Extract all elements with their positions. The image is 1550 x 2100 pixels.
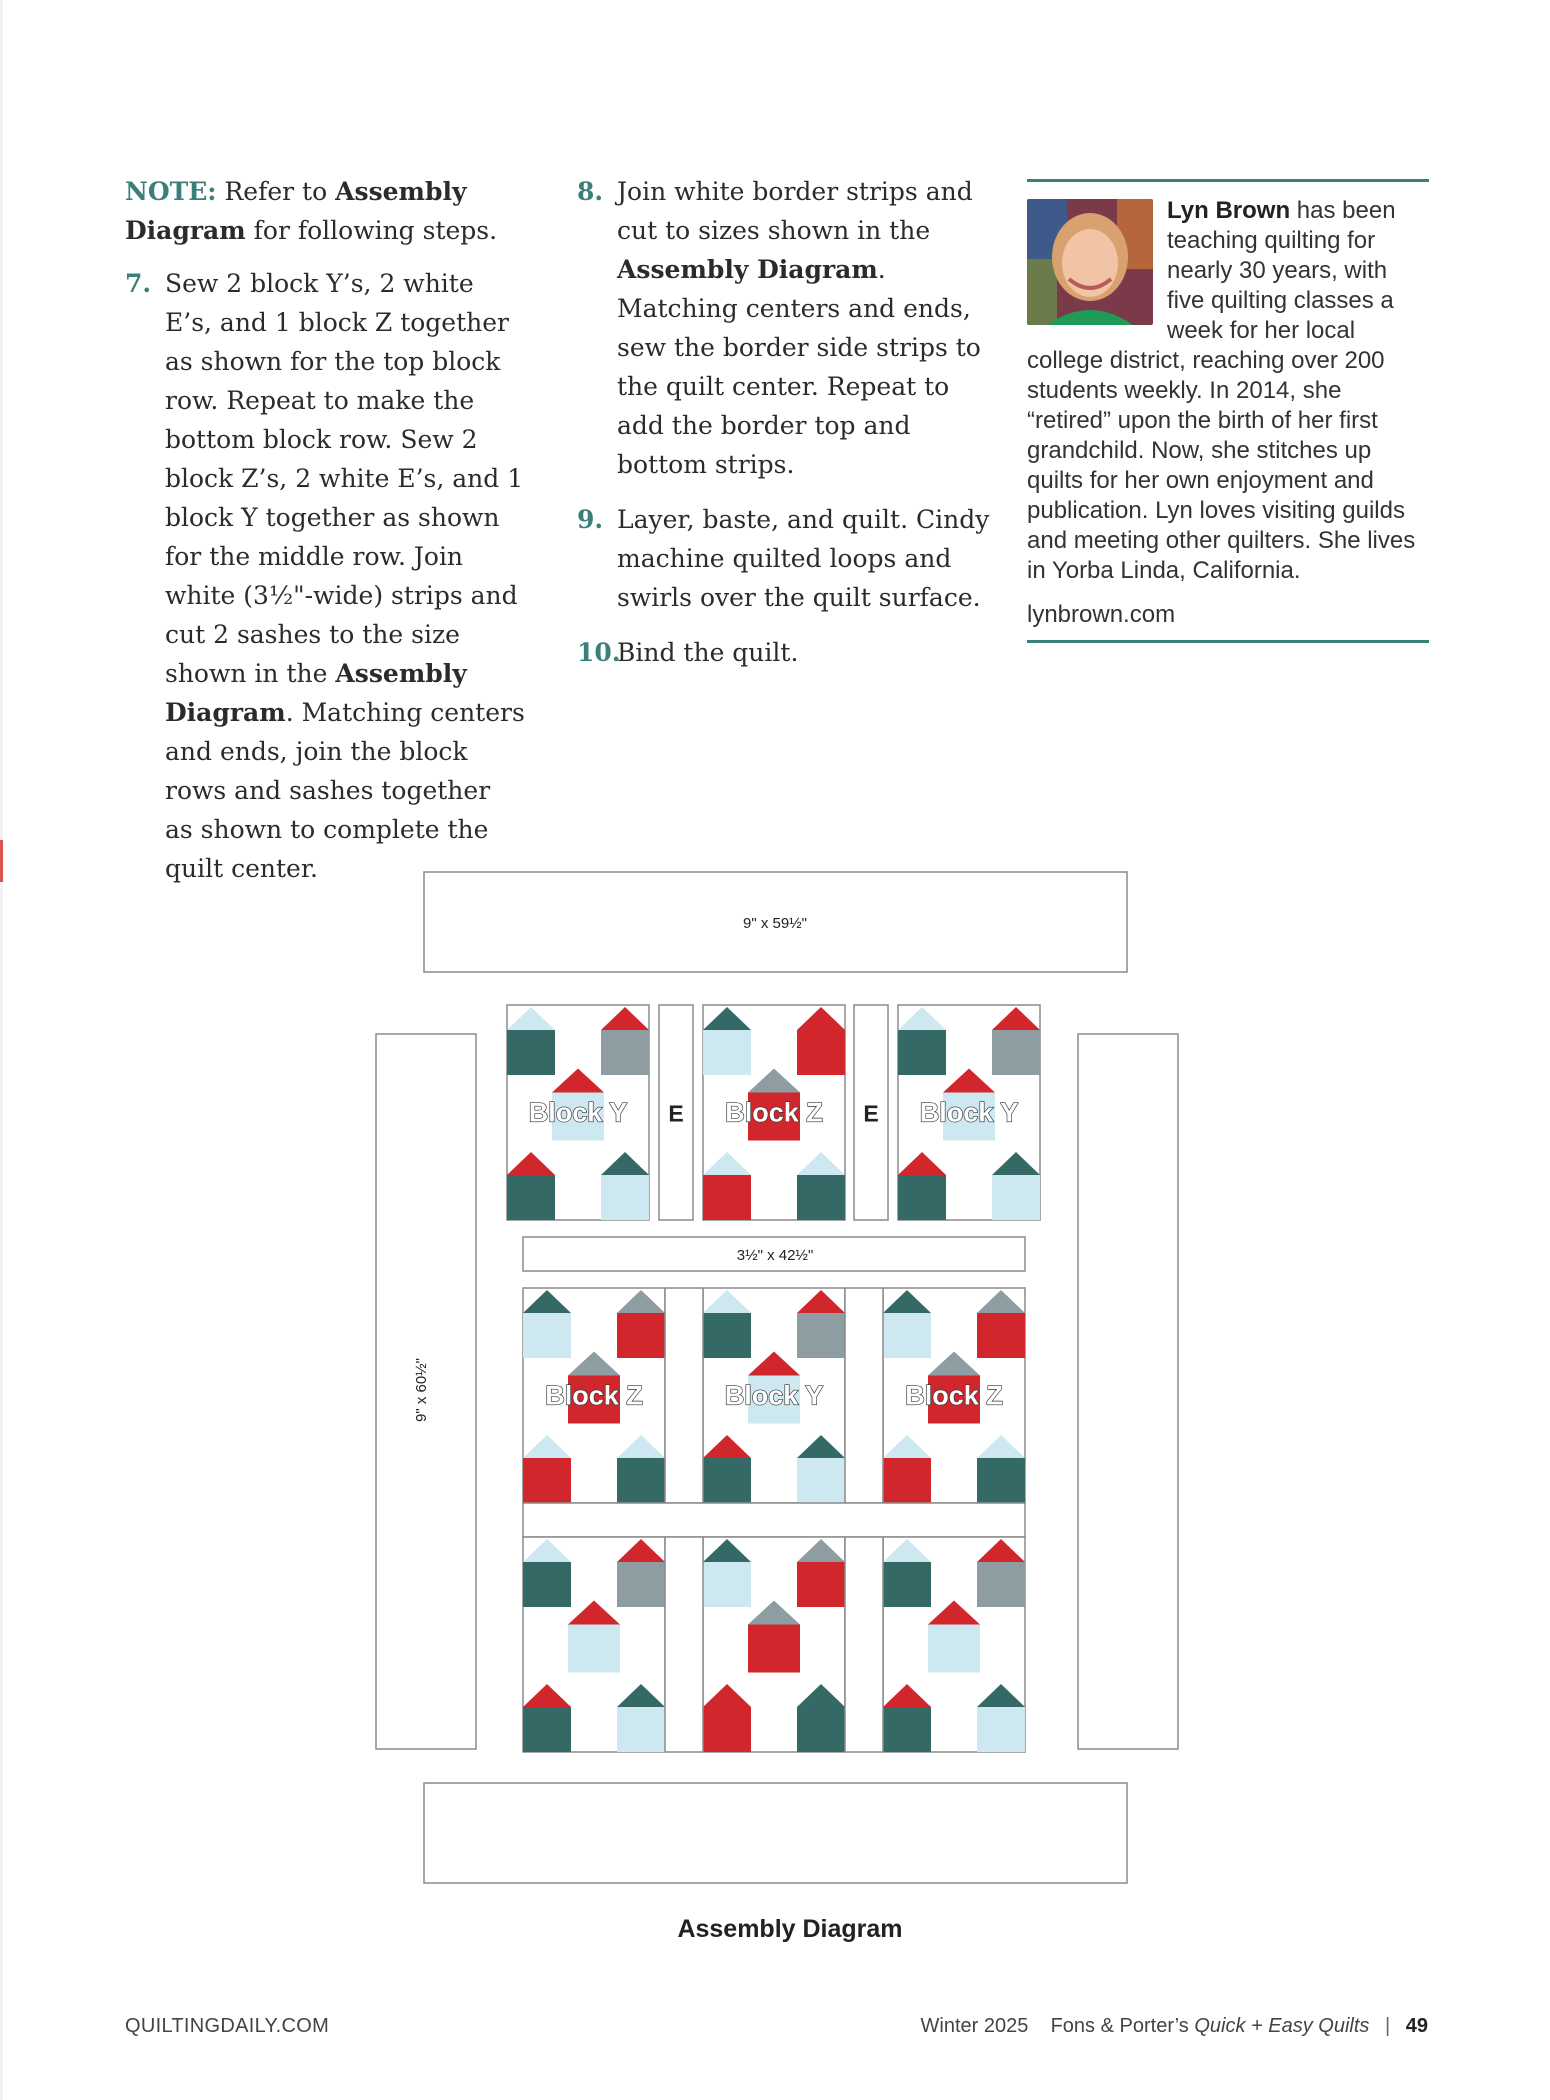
block-z-mid-2-house-2-body [977,1313,1025,1358]
step-7-text: Sew 2 block Y’s, 2 white E’s, and 1 block Z together as shown for the top block row. Repeat to make the bottom block row. Sew 2 block Z’s, 2 white E’s, and 1 block Y together as shown for the middle row. Join white (3½"-wide) strips and cut 2 sashes to the size shown in the [165,269,524,688]
step-8-number: 8. [577,177,604,206]
step-10-text: Bind the quilt. [617,638,799,667]
block-y-bottom-2-center-house-body [928,1625,980,1673]
block-z-mid-1-house-4-body [617,1458,665,1503]
step-7-text-end: . Matching centers and ends, join the block rows and sashes together as shown to complete the quilt center. [165,698,525,883]
author-photo [1027,199,1153,325]
block-z-mid-1-house-3-body [523,1458,571,1503]
block-z-top-house-3-body [703,1175,751,1220]
author-website-link[interactable]: lynbrown.com [1027,601,1176,628]
step-7-number: 7. [125,269,152,298]
e-strip-mid-1 [665,1288,703,1503]
block-z-mid-2-house-3-body [883,1458,931,1503]
assembly-diagram-svg [372,870,1208,1910]
block-y-bottom-2-house-3-body [883,1707,931,1752]
column-1 [125,172,525,904]
author-bio [1027,179,1429,630]
block-y-bottom-1-center-house-body [568,1625,620,1673]
block-z-bottom-house-1-body [703,1562,751,1607]
block-z-mid-1-label: Block Z [545,1380,643,1411]
e-strip-bottom-2 [845,1537,883,1752]
block-y-top-2-house-4-body [992,1175,1040,1220]
right-border-strip [1078,1034,1178,1749]
author-name: Lyn Brown [1167,197,1291,224]
step-9 [577,500,997,617]
footer-website: QUILTINGDAILY.COM [125,2015,330,2037]
footer-issue: Winter 2025 [920,2015,1029,2037]
e-strip-mid-2 [845,1288,883,1503]
block-z-top-house-1-body [703,1030,751,1075]
block-y-bottom-1-house-3-body [523,1707,571,1752]
step-8 [577,172,997,484]
block-y-top-2-house-3-body [898,1175,946,1220]
note-lead: NOTE: [125,177,217,206]
assembly-diagram [372,870,1208,1910]
block-y-top-1-house-1-body [507,1030,555,1075]
block-y-mid-house-2-body [797,1313,845,1358]
sash-label: 3½" x 42½" [736,1247,814,1264]
block-y-top-1-house-4-body [601,1175,649,1220]
bio-bottom-rule [1027,640,1429,643]
step-7-bold: Assembly Diagram [165,659,467,727]
block-y-mid-house-3-body [703,1458,751,1503]
column-2 [577,172,997,688]
block-y-bottom-2-house-2-body [977,1562,1025,1607]
block-z-bottom-house-3-body [703,1707,751,1752]
footer-pub-name: Fons & Porter’s [1050,2015,1189,2037]
block-y-mid-label: Block Y [724,1380,824,1411]
block-z-bottom-house-4-body [797,1707,845,1752]
block-z-bottom-house-2-body [797,1562,845,1607]
top-border-label: 9" x 59½" [742,915,808,932]
block-y-bottom-1-house-2-body [617,1562,665,1607]
block-z-mid-2-house-4-body [977,1458,1025,1503]
block-y-top-2-house-2-body [992,1030,1040,1075]
step-8-text: Join white border strips and cut to sizes shown in the [617,177,973,245]
diagram-caption: Assembly Diagram [677,1915,903,1943]
e-label-2: E [863,1100,879,1127]
note-pre: Refer to [224,177,328,206]
footer-publication [921,2015,1428,2038]
block-z-top-house-4-body [797,1175,845,1220]
sash-strip-2 [523,1503,1025,1537]
block-z-mid-1-house-2-body [617,1313,665,1358]
e-strip-bottom-1 [665,1537,703,1752]
step-10-number: 10. [577,638,621,667]
step-9-number: 9. [577,505,604,534]
footer-pub-italic: Quick + Easy Quilts [1194,2015,1370,2037]
page-number: 49 [1405,2015,1428,2037]
block-y-top-2-label: Block Y [919,1097,1019,1128]
bottom-border-strip [424,1783,1127,1883]
block-y-bottom-2-house-1-body [883,1562,931,1607]
step-8-bold: Assembly Diagram [617,255,878,284]
block-z-mid-2-house-1-body [883,1313,931,1358]
page-edge-strip [0,0,3,2100]
block-z-bottom-center-house-body [748,1625,800,1673]
block-z-mid-1-house-1-body [523,1313,571,1358]
bio-body: has been teaching quilting for nearly 30 years, with five quilting classes a week for her local college district, reaching over 200 students weekly. In 2014, she “retired” upon the birth of her first grandchild. Now, she stitches up quilts for her own enjoyment and publication. Lyn loves visiting guilds and meeting other quilters. She lives in Yorba Linda, California. [1027,197,1416,584]
block-y-top-1-house-2-body [601,1030,649,1075]
block-z-mid-2-label: Block Z [905,1380,1003,1411]
step-9-text: Layer, baste, and quilt. Cindy machine quilted loops and swirls over the quilt surface. [617,505,990,612]
e-label-1: E [668,1100,684,1127]
side-border-label: 9" x 60½" [413,1357,430,1423]
footer-separator: | [1384,2015,1391,2037]
block-y-mid-house-1-body [703,1313,751,1358]
block-y-bottom-1-house-1-body [523,1562,571,1607]
note-paragraph [125,172,525,250]
note-bold: Assembly Diagram [125,177,467,245]
step-10 [577,633,997,672]
note-post: for following steps. [253,216,498,245]
block-y-bottom-2-house-4-body [977,1707,1025,1752]
block-z-top-label: Block Z [725,1097,823,1128]
block-y-top-1-house-3-body [507,1175,555,1220]
step-7 [125,264,525,888]
block-y-top-2-house-1-body [898,1030,946,1075]
block-y-top-1-label: Block Y [528,1097,628,1128]
block-z-top-house-2-body [797,1030,845,1075]
block-y-mid-house-4-body [797,1458,845,1503]
block-y-bottom-1-house-4-body [617,1707,665,1752]
step-8-text-end: . Matching centers and ends, sew the border side strips to the quilt center. Repeat to add the border top and bottom strips. [617,255,981,479]
